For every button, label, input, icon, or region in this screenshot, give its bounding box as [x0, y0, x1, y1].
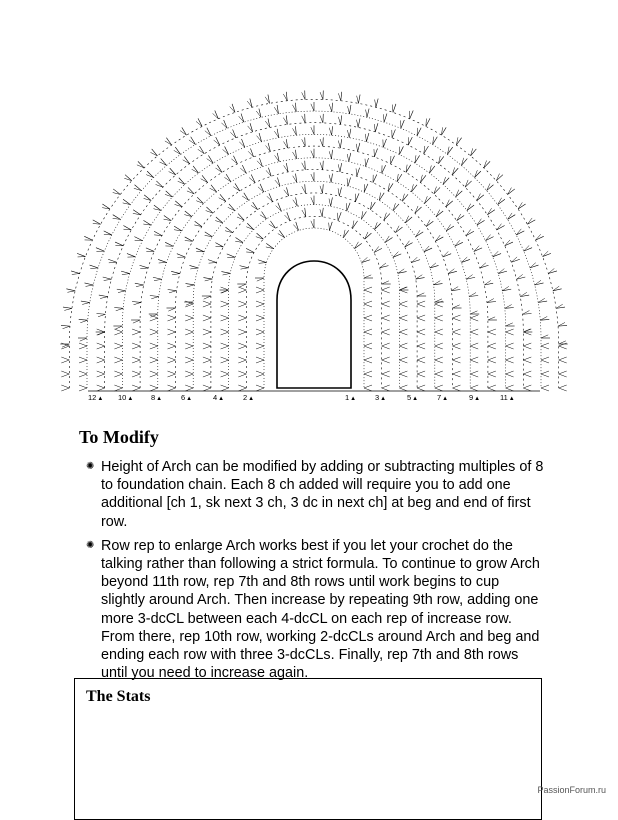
- row-label-number: 12: [88, 393, 96, 402]
- row-label-number: 2: [243, 393, 247, 402]
- chart-row-12: [60, 90, 567, 391]
- row-label-12: [88, 393, 103, 402]
- chart-row-9: [113, 125, 514, 391]
- triangle-marker-icon: ▲: [509, 396, 515, 402]
- chart-row-1: [255, 219, 373, 391]
- row-label-9: [469, 393, 480, 402]
- watermark: PassionForum.ru: [537, 785, 606, 795]
- triangle-marker-icon: ▲: [380, 396, 386, 402]
- asterisk-bullet-icon: ✺: [86, 537, 94, 555]
- row-label-number: 4: [213, 393, 217, 402]
- row-label-7: [437, 393, 448, 402]
- row-label-number: 3: [375, 393, 379, 402]
- arch-opening-outline: [277, 261, 351, 388]
- to-modify-heading: To Modify: [79, 427, 159, 448]
- triangle-marker-icon: ▲: [248, 396, 254, 402]
- row-label-number: 7: [437, 393, 441, 402]
- chart-row-4: [202, 184, 426, 391]
- modify-bullet-text: Height of Arch can be modified by adding or subtracting multiples of 8 to foundation chain. Each 8 ch added will require you to add one additional [ch 1, sk next 3 ch, 3 dc in next ch] at beg and end of first row.: [101, 459, 543, 530]
- row-label-10: [118, 393, 133, 402]
- asterisk-bullet-icon: ✺: [86, 458, 94, 476]
- row-label-1: [345, 393, 356, 402]
- row-label-11: [500, 393, 515, 402]
- triangle-marker-icon: ▲: [156, 396, 162, 402]
- chart-row-2: [237, 208, 390, 391]
- row-label-2: [243, 393, 254, 402]
- chart-row-11: [78, 102, 550, 391]
- stats-title: The Stats: [86, 688, 150, 706]
- row-label-number: 1: [345, 393, 349, 402]
- row-label-number: 8: [151, 393, 155, 402]
- row-label-number: 9: [469, 393, 473, 402]
- row-label-8: [151, 393, 162, 402]
- triangle-marker-icon: ▲: [97, 396, 103, 402]
- triangle-marker-icon: ▲: [186, 396, 192, 402]
- triangle-marker-icon: ▲: [350, 396, 356, 402]
- row-label-5: [407, 393, 418, 402]
- triangle-marker-icon: ▲: [442, 396, 448, 402]
- row-label-number: 6: [181, 393, 185, 402]
- row-label-number: 10: [118, 393, 126, 402]
- triangle-marker-icon: ▲: [412, 396, 418, 402]
- row-label-number: 5: [407, 393, 411, 402]
- stats-box: [74, 678, 542, 820]
- triangle-marker-icon: ▲: [218, 396, 224, 402]
- modify-bullet-1: [86, 458, 546, 531]
- triangle-marker-icon: ▲: [474, 396, 480, 402]
- chart-row-7: [149, 149, 479, 391]
- row-label-4: [213, 393, 224, 402]
- modify-bullet-text: Row rep to enlarge Arch works best if you let your crochet do the talking rather than following a strict formula. To continue to grow Arch beyond 11th row, rep 7th and 8th rows until work begins to cup slightly around Arch. Then increase by repeating 9th row, adding one more 3-dcCL between each 4-dcCL on each rep of increase row. From there, rep 10th row, working 2-dcCLs around Arch and beg and ending each row with three 3-dcCLs. Finally, rep 7th and 8th rows until you need to increase again.: [101, 538, 540, 681]
- row-label-number: 11: [500, 393, 508, 402]
- row-label-6: [181, 393, 192, 402]
- modify-bullet-list: [86, 458, 546, 688]
- row-label-3: [375, 393, 386, 402]
- modify-bullet-2: [86, 537, 546, 683]
- triangle-marker-icon: ▲: [127, 396, 133, 402]
